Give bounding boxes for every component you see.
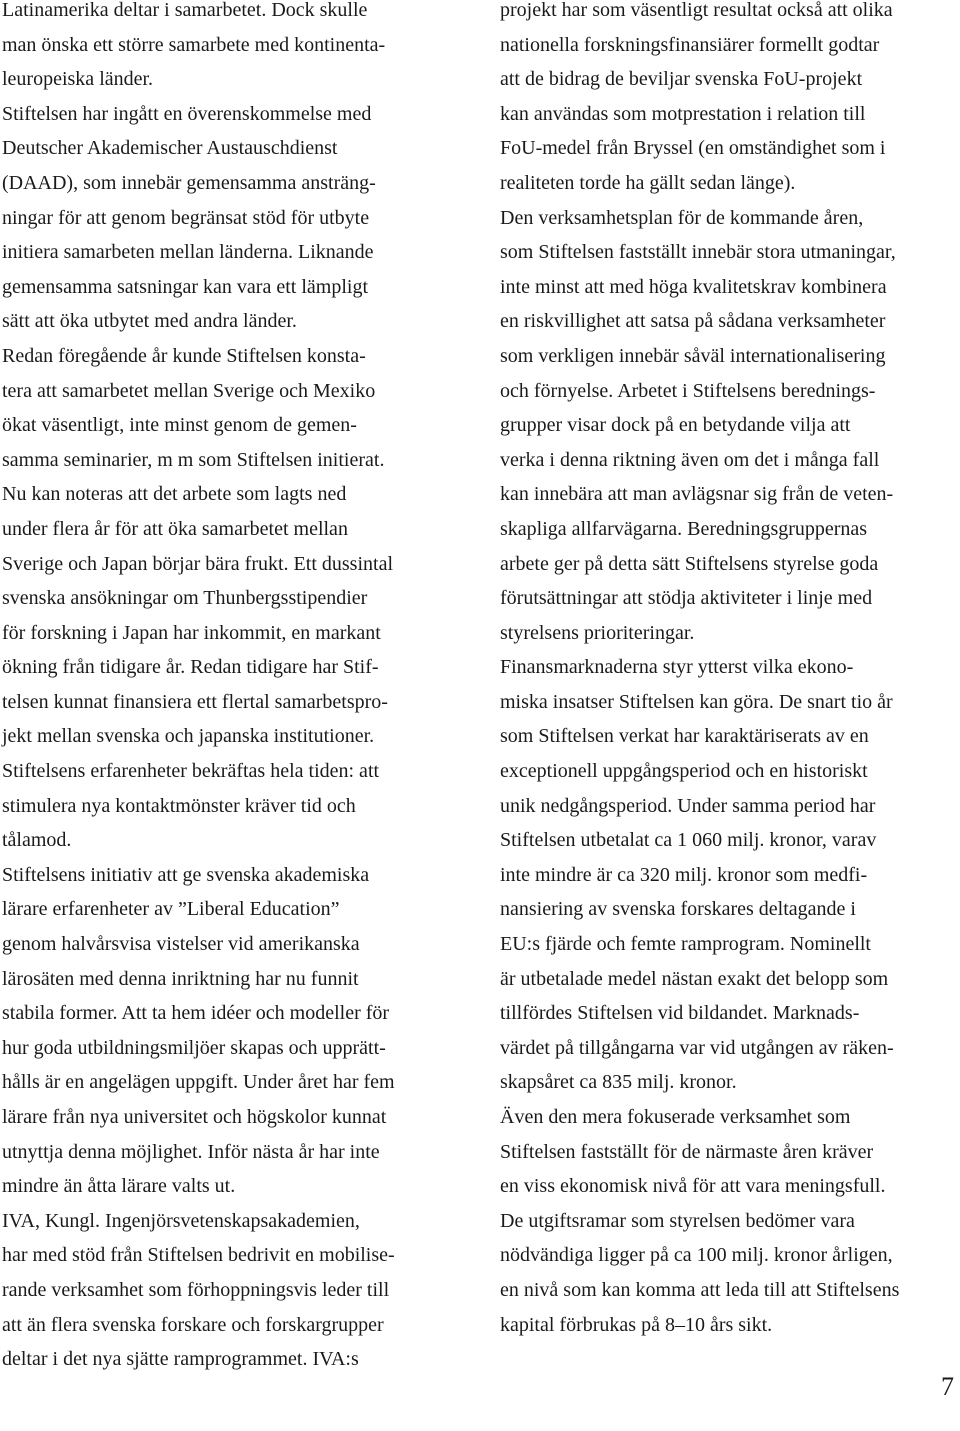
right-text-column xyxy=(500,0,958,1342)
paragraph: projekt har som väsentligt resultat också att olika nationella forskningsfinansiärer formellt godtar att de bidrag de beviljar svenska FoU-projekt kan användas som motprestation i relation till FoU-medel från Bryssel (en omständighet som i realiteten torde ha gällt sedan länge). xyxy=(500,0,893,194)
paragraph: Latinamerika deltar i samarbetet. Dock skulle man önska ett större samarbete med kontinenta- leuropeiska länder. xyxy=(2,0,386,91)
paragraph: Den verksamhetsplan för de kommande åren, som Stiftelsen fastställt innebär stora utmaningar, inte minst att med höga kvalitetskrav kombinera en riskvillighet att satsa på sådana verksamheter som verkligen innebär såväl internationalisering och förnyelse. Arbetet i Stiftelsens berednings- grupper visar dock på en betydande vilja att verka i denna riktning även om det i många fall kan innebära att man avlägsnar sig från de veten- skapliga allfarvägarna. Beredningsgruppernas arbete ger på detta sätt Stiftelsens styrelse goda förutsättningar att stödja aktiviteter i linje med styrelsens prioriteringar. xyxy=(500,206,896,644)
left-text-column xyxy=(2,0,460,1377)
paragraph: Finansmarknaderna styr ytterst vilka ekono- miska insatser Stiftelsen kan göra. De snart tio år som Stiftelsen verkat har karaktäriserats av en exceptionell uppgångsperiod och en historiskt unik nedgångsperiod. Under samma period har Stiftelsen utbetalat ca 1 060 milj. kronor, varav inte mindre är ca 320 milj. kronor som medfi- nansiering av svenska forskares deltagande i EU:s fjärde och femte ramprogram. Nominellt är utbetalade medel nästan exakt det belopp som tillfördes Stiftelsen vid bildandet. Marknads- värdet på tillgångarna var vid utgången av räken- skapsåret ca 835 milj. kronor. xyxy=(500,656,894,1094)
paragraph: Stiftelsens initiativ att ge svenska akademiska lärare erfarenheter av ”Liberal Education” genom halvårsvisa vistelser vid amerikanska lärosäten med denna inriktning har nu funnit stabila former. Att ta hem idéer och modeller för hur goda utbildningsmiljöer skapas och upprätt- hålls är en angelägen uppgift. Under året har fem lärare från nya universitet och högskolor kunnat utnyttja denna möjlighet. Inför nästa år har inte mindre än åtta lärare valts ut. xyxy=(2,863,395,1198)
paragraph: IVA, Kungl. Ingenjörsvetenskapsakademien, har med stöd från Stiftelsen bedrivit en mobilise- rande verksamhet som förhoppningsvis leder till att än flera svenska forskare och forskargrupper deltar i det nya sjätte ramprogrammet. IVA:s xyxy=(2,1209,395,1371)
page-number: 7 xyxy=(941,1372,954,1401)
paragraph: Redan föregående år kunde Stiftelsen konsta- tera att samarbetet mellan Sverige och Mexiko ökat väsentligt, inte minst genom de gemen- samma seminarier, m m som Stiftelsen initierat. Nu kan noteras att det arbete som lagts ned under flera år för att öka samarbetet mellan Sverige och Japan börjar bära frukt. Ett dussintal svenska ansökningar om Thunbergsstipendier för forskning i Japan har inkommit, en markant ökning från tidigare år. Redan tidigare har Stif- telsen kunnat finansiera ett flertal samarbetspro- jekt mellan svenska och japanska institutioner. Stiftelsens erfarenheter bekräftas hela tiden: att stimulera nya kontaktmönster kräver tid och tålamod. xyxy=(2,344,393,852)
paragraph: Stiftelsen har ingått en överenskommelse med Deutscher Akademischer Austauschdienst (DAAD), som innebär gemensamma ansträng- ningar för att genom begränsat stöd för utbyte initiera samarbeten mellan länderna. Liknande gemensamma satsningar kan vara ett lämpligt sätt att öka utbytet med andra länder. xyxy=(2,102,376,333)
paragraph: Även den mera fokuserade verksamhet som Stiftelsen fastställt för de närmaste åren kräver en viss ekonomisk nivå för att vara meningsfull. De utgiftsramar som styrelsen bedömer vara nödvändiga ligger på ca 100 milj. kronor årligen, en nivå som kan komma att leda till att Stiftelsens kapital förbrukas på 8–10 års sikt. xyxy=(500,1106,900,1336)
